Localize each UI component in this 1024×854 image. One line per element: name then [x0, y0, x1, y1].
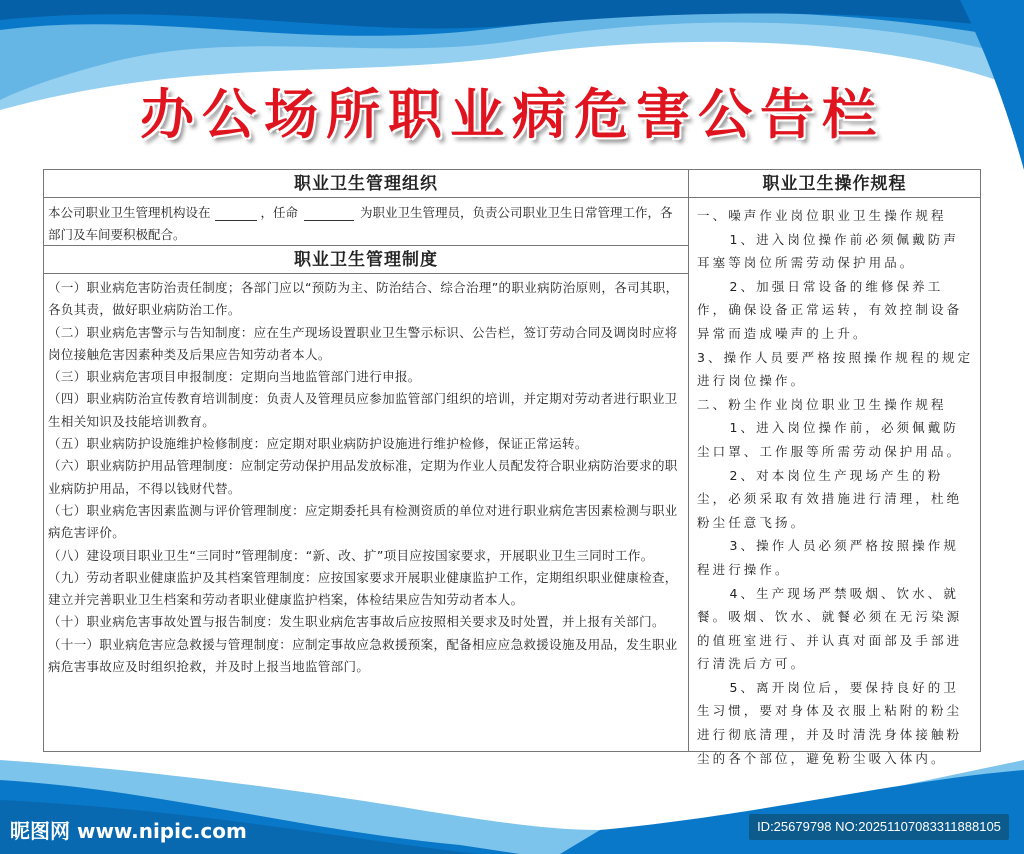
org-header: 职业卫生管理组织: [44, 170, 688, 198]
procedure-item: 4、生产现场严禁吸烟、饮水、就餐。吸烟、饮水、就餐必须在无污染源的值班室进行、并认真对面部及手部进行清洗后方可。: [697, 585, 963, 672]
procedure-item: 3、操作人员必须严格按照操作规程进行操作。: [697, 538, 959, 577]
system-item: （二）职业病危害警示与告知制度：应在生产现场设置职业卫生警示标识、公告栏，签订劳动合同及调岗时应将岗位接触危害因素种类及后果应告知劳动者本人。: [48, 324, 678, 362]
org-text-a: 本公司职业卫生管理机构设在: [48, 205, 211, 220]
right-column: [689, 170, 980, 766]
procedure-header: 职业卫生操作规程: [689, 170, 980, 198]
system-item: （九）劳动者职业健康监护及其档案管理制度：应按国家要求开展职业健康监护工作，定期组织职业健康检查，建立并完善职业卫生档案和劳动者职业健康监护档案，体检结果应告知劳动者本人。: [48, 569, 678, 608]
procedure-item: 1、进入岗位操作前，必须佩戴防尘口罩、工作服等所需劳动保护用品。: [697, 420, 963, 459]
procedure-item: 二、粉尘作业岗位职业卫生操作规程: [697, 396, 947, 412]
left-column: [44, 170, 689, 751]
system-item: （十）职业病危害事故处置与报告制度：发生职业病危害事故后应按照相关要求及时处置，并上报有关部门。: [48, 614, 665, 630]
poster-title: 办公场所职业病危害公告栏: [140, 83, 884, 146]
org-text: [44, 198, 688, 246]
procedure-item: 3、操作人员要严格按照操作规程的规定进行岗位操作。: [697, 349, 974, 389]
image-id-label: ID:25679798 NO:20251107083311888105: [749, 814, 1009, 840]
system-item: （五）职业病防护设施维护检修制度：应定期对职业病防护设施进行维护检修，保证正常运转。: [48, 436, 588, 452]
procedure-item: 2、加强日常设备的维修保养工作，确保设备正常运转，有效控制设备异常而造成噪声的上升。: [697, 278, 963, 341]
system-item: （十一）职业病危害应急救援与管理制度：应制定事故应急救援预案，配备相应应急救援设施及用品，发生职业病危害事故应及时组织抢救，并及时上报当地监管部门。: [48, 636, 678, 675]
watermark-logo: 昵图网 www.nipic.com: [10, 819, 247, 843]
system-item: （一）职业病危害防治责任制度；各部门应以“预防为主、防治结合、综合治理”的职业病防治原则，各司其职，各负其责，做好职业病防治工作。: [48, 280, 679, 318]
procedure-item: 1、进入岗位操作前必须佩戴防声耳塞等岗位所需劳动保护用品。: [697, 231, 959, 271]
procedure-item: 一、噪声作业岗位职业卫生操作规程: [697, 208, 947, 223]
notice-board: [43, 169, 981, 766]
procedure-list: [689, 198, 980, 770]
system-item: （三）职业病危害项目申报制度：定期向当地监管部门进行申报。: [48, 369, 421, 385]
system-item: （六）职业病防护用品管理制度：应制定劳动保护用品发放标准，定期为作业人员配发符合职业病防治要求的职业病防护用品，不得以钱财代替。: [48, 458, 678, 496]
procedure-item: 5、离开岗位后，要保持良好的卫生习惯，要对身体及衣服上粘附的粉尘进行彻底清理，并及时清洗身体接触粉尘的各个部位，避免粉尘吸入体内。: [697, 679, 963, 766]
org-text-b: ，任命: [260, 205, 299, 220]
org-text-c: 为职业卫生管理员，负责公司职业卫生日常管理工作，各部门及车间要积极配合。: [48, 205, 673, 242]
system-item: （八）建设项目职业卫生“三同时”管理制度：“新、改、扩”项目应按国家要求，开展职业卫生三同时工作。: [48, 547, 654, 563]
system-header: 职业卫生管理制度: [44, 246, 688, 274]
system-item: （七）职业病危害因素监测与评价管理制度：应定期委托具有检测资质的单位对进行职业病危害因素检测与职业病危害评价。: [48, 502, 678, 541]
system-list: [44, 274, 688, 681]
blank-field-manager: [304, 207, 354, 221]
procedure-item: 2、对本岗位生产现场产生的粉尘，必须采取有效措施进行清理，杜绝粉尘任意飞扬。: [697, 467, 963, 530]
system-item: （四）职业病防治宣传教育培训制度：负责人及管理员应参加监管部门组织的培训，并定期对劳动者进行职业卫生相关知识及技能培训教育。: [48, 391, 678, 429]
blank-field-department: [215, 207, 257, 221]
